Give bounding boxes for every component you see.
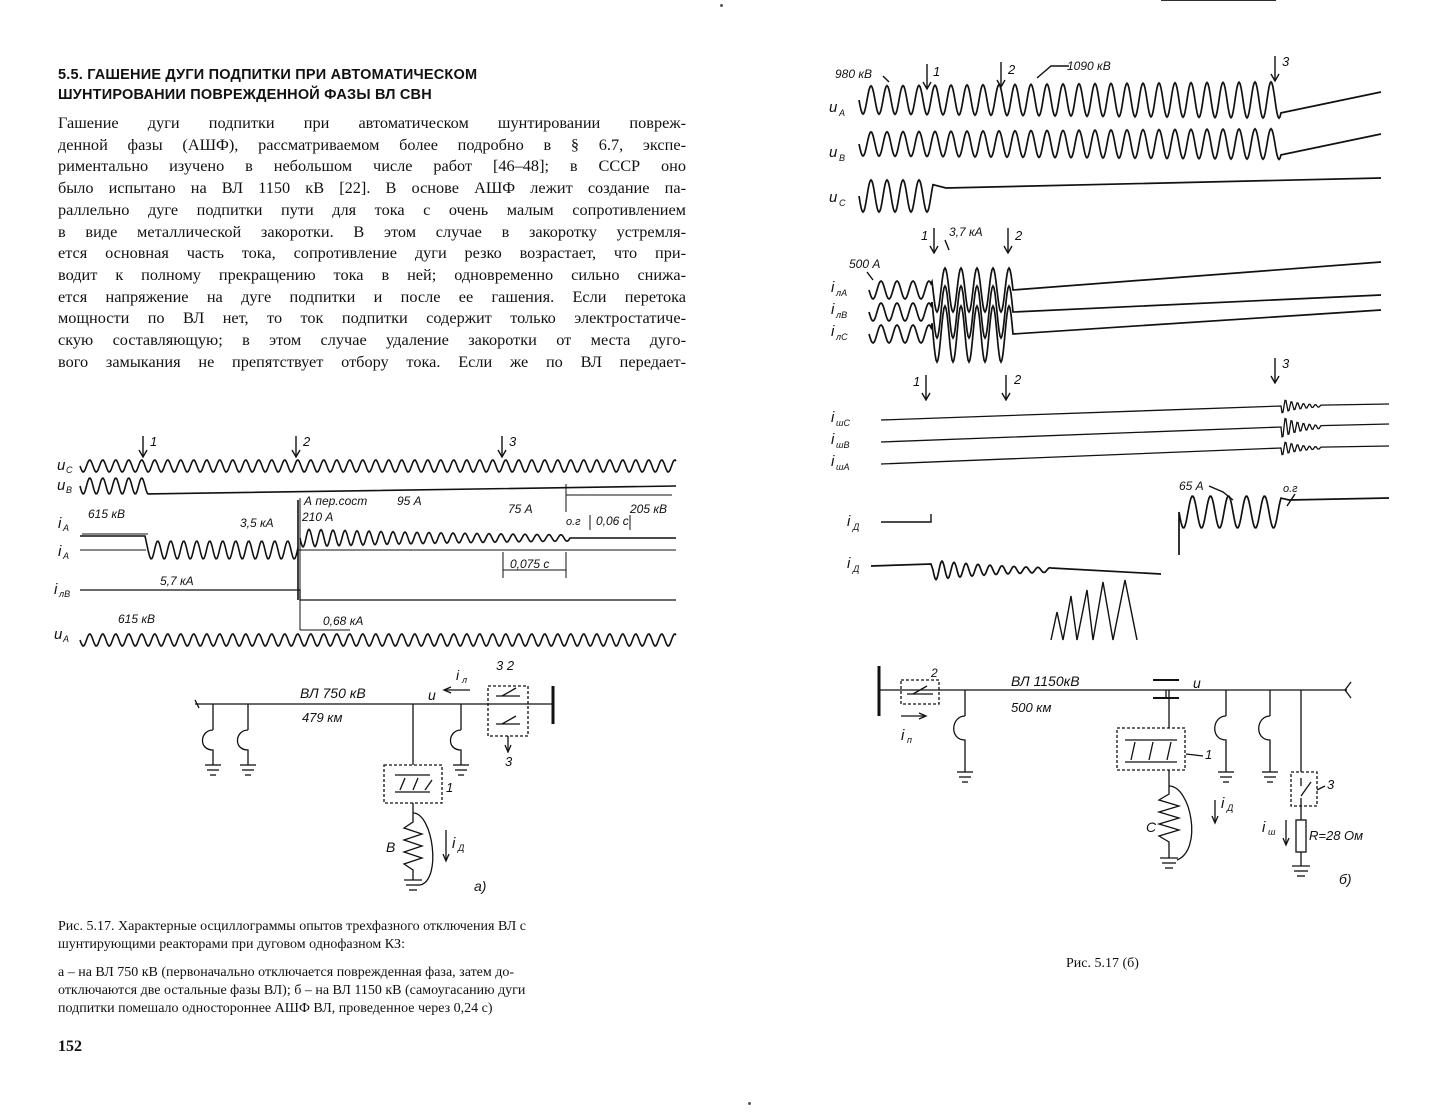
body-line: в виде металлической закоротки. В этом случае в закоротку устремля-: [58, 221, 686, 241]
switch-3-label: 3: [1327, 777, 1335, 792]
body-line: ется напряжение на дуге подпитки и после ее гашения. Если перетока: [58, 286, 686, 306]
right-caption: Рис. 5.17 (б): [1066, 956, 1139, 971]
marker-3: 3: [509, 434, 517, 449]
trace-label-sub: лА: [836, 288, 848, 298]
marker-1: 1: [921, 228, 929, 243]
trace-label-sub: шВ: [836, 440, 850, 450]
annotation: 0,06 с: [596, 514, 629, 528]
arc-current-label: i: [1221, 795, 1225, 812]
marker-2: 2: [1008, 62, 1016, 77]
trace-id2: [871, 561, 1161, 580]
trace-uc: [80, 460, 676, 472]
trace-ua: [80, 634, 676, 646]
trace-arc: [1051, 580, 1137, 640]
trace-label-sub: A: [839, 108, 846, 118]
circuit-line-label: ВЛ 1150кВ: [1011, 673, 1080, 689]
marker-2: 2: [1015, 228, 1023, 243]
trace-label: i: [847, 555, 851, 572]
circuit-node-label: u: [1193, 675, 1201, 691]
trace-label: u: [57, 477, 66, 494]
switch-1-label: 1: [446, 780, 454, 795]
binding-mark: [748, 1102, 751, 1105]
annotation: 0,68 кА: [323, 614, 364, 628]
trace-uc: [859, 178, 1381, 212]
body-line: риментально изучено в небольшом числе работ [46–48]; в СССР оно: [58, 156, 686, 176]
trace-ub: [859, 129, 1381, 160]
trace-label: i: [831, 323, 835, 340]
trace-label: u: [57, 457, 66, 474]
trace-label-sub: Д: [853, 522, 860, 532]
trace-label: i: [847, 513, 851, 530]
body-line last: вого замыкания не препятствует отбору тока. Если же по ВЛ передает-: [58, 351, 686, 371]
trace-ia2: [300, 529, 676, 547]
marker-2: 2: [303, 434, 311, 449]
trace-label-sub: лВ: [59, 589, 71, 599]
shunt-current-label: i: [1262, 819, 1266, 836]
annotation: 3,5 кА: [240, 516, 274, 530]
trace-label: i: [831, 409, 835, 426]
annotation: 615 кВ: [88, 507, 126, 521]
annotation: 210 А: [302, 510, 334, 524]
switch-numbers: 3 2: [496, 658, 515, 673]
trace-label-sub: C: [839, 198, 846, 208]
trace-id-rise: [1179, 496, 1389, 555]
arc-current-sub: Д: [1227, 803, 1234, 813]
annotation: о.г: [566, 516, 581, 528]
trace-label: u: [54, 626, 63, 643]
marker-3: 3: [1282, 356, 1290, 371]
circuit-a: [195, 686, 553, 890]
marker-1: 1: [933, 64, 941, 79]
trace-label-sub: B: [66, 485, 73, 495]
trace-label-sub: лВ: [836, 310, 848, 320]
body-line: мощности по ВЛ нет, то ток подпитки содержит только электростатиче-: [58, 308, 686, 328]
breaker-label: 2: [931, 666, 938, 680]
trace-label: u: [829, 99, 838, 116]
trace-isha: [881, 442, 1389, 464]
trace-label: i: [831, 301, 835, 318]
trace-label-sub: А: [63, 523, 70, 533]
arc-current-sub: Д: [458, 843, 465, 853]
annotation: 500 А: [849, 257, 881, 271]
circuit-length-label: 479 км: [302, 710, 343, 725]
annotation: 95 А: [397, 494, 422, 508]
figure-a-label: а): [474, 878, 487, 894]
trace-label-sub: C: [66, 465, 73, 475]
circuit-length-label: 500 км: [1011, 700, 1052, 715]
trace-ishc: [881, 400, 1389, 420]
trace-label: u: [829, 189, 838, 206]
body-line: денной фазы (АШФ), рассматриваемом более подробно в § 6.7, экспе-: [58, 134, 686, 154]
right-page: [721, 0, 1442, 1112]
trace-label-sub: лС: [836, 332, 848, 342]
trace-label-sub: Д: [853, 564, 860, 574]
circuit-current-label: i: [901, 727, 905, 744]
binding-mark: [720, 4, 723, 7]
annotation: 75 А: [508, 502, 533, 516]
annotation: 980 кВ: [835, 67, 873, 81]
annotation: о.г: [1283, 483, 1298, 495]
annotation: 1090 кВ: [1067, 59, 1111, 73]
heading-line-2: ШУНТИРОВАНИИ ПОВРЕЖДЕННОЙ ФАЗЫ ВЛ СВН: [58, 87, 432, 103]
trace-ishb: [881, 419, 1389, 443]
annotation: 3,7 кА: [949, 225, 983, 239]
trace-label-sub: B: [839, 153, 846, 163]
marker-1: 1: [150, 434, 158, 449]
body-line: скую составляющую; в этом случае удаление закоротки от места дуго-: [58, 330, 686, 350]
figure-a: [0, 420, 721, 920]
switch-1-label: 1: [1205, 747, 1213, 762]
trace-label-sub: А: [63, 634, 70, 644]
caption-line: а – на ВЛ 750 кВ (первоначально отключается поврежденная фаза, затем до-: [58, 965, 515, 980]
trace-label-sub: шА: [836, 462, 850, 472]
circuit-current-sub: л: [462, 675, 468, 685]
body-line: водит к полному прекращению тока в ней; одновременно сильно снижа-: [58, 264, 686, 284]
body-text: [58, 112, 686, 372]
marker-2: 2: [1014, 372, 1022, 387]
trace-ilc: [869, 306, 1381, 362]
body-line: ется основная часть тока, сопротивление дуги резко возрастает, что при-: [58, 243, 686, 263]
trace-label: i: [54, 581, 58, 598]
circuit-current-sub: п: [907, 735, 912, 745]
trace-label: i: [831, 279, 835, 296]
section-heading: [58, 65, 678, 105]
body-line: Гашение дуги подпитки при автоматическом шунтировании повреж-: [58, 113, 686, 132]
figure-b: [721, 0, 1442, 940]
annotation: 0,075 с: [510, 557, 550, 571]
resistor-label: R=28 Ом: [1309, 828, 1364, 843]
trace-label: i: [58, 543, 62, 560]
switch-3-label: 3: [505, 754, 513, 769]
figure-a-markers: [139, 436, 506, 457]
caption-line: подпитки помешало одностороннее АШФ ВЛ, проведенное через 0,24 с): [58, 1001, 493, 1016]
annotation: 65 А: [1179, 479, 1204, 493]
reactor-label: C: [1146, 819, 1157, 835]
trace-label: u: [829, 144, 838, 161]
arc-current-label: i: [452, 835, 456, 852]
circuit-b: [879, 666, 1351, 876]
annotation: А пер.сост: [304, 494, 368, 508]
caption-line: отключаются две остальные фазы ВЛ); б – на ВЛ 1150 кВ (самоугасанию дуги: [58, 983, 526, 998]
trace-label: i: [831, 453, 835, 470]
trace-label: i: [58, 515, 62, 532]
trace-id1: [881, 514, 931, 522]
annotation: 615 кВ: [118, 612, 156, 626]
circuit-line-label: ВЛ 750 кВ: [300, 685, 366, 701]
figure-b-label: б): [1339, 871, 1352, 887]
trace-ilb: [80, 590, 676, 600]
annotation: 5,7 кА: [160, 574, 194, 588]
marker-1: 1: [913, 374, 921, 389]
annotation: 205 кВ: [630, 502, 668, 516]
heading-line-1: 5.5. ГАШЕНИЕ ДУГИ ПОДПИТКИ ПРИ АВТОМАТИЧЕСКОМ: [58, 67, 478, 83]
trace-label-sub: А: [63, 551, 70, 561]
body-line: было испытано на ВЛ 1150 кВ [22]. В основе АШФ лежит создание па-: [58, 178, 686, 198]
shunt-current-sub: ш: [1268, 827, 1276, 837]
trace-label-sub: шС: [836, 418, 850, 428]
trace-ua: [859, 82, 1381, 118]
page-number: 152: [58, 1038, 82, 1055]
trace-label: i: [831, 431, 835, 448]
body-line: раллельно дуге подпитки пути для тока с очень малым сопротивлением: [58, 199, 686, 219]
caption-line: шунтирующими реакторами при дуговом однофазном КЗ:: [58, 937, 405, 952]
trace-ub: [80, 478, 676, 494]
marker-3: 3: [1282, 54, 1290, 69]
figure-caption: [58, 918, 688, 1018]
caption-line: Рис. 5.17. Характерные осциллограммы опытов трехфазного отключения ВЛ с: [58, 919, 526, 934]
circuit-node-label: u: [428, 687, 436, 703]
circuit-current-label: i: [456, 667, 460, 683]
reactor-label: B: [386, 839, 396, 855]
